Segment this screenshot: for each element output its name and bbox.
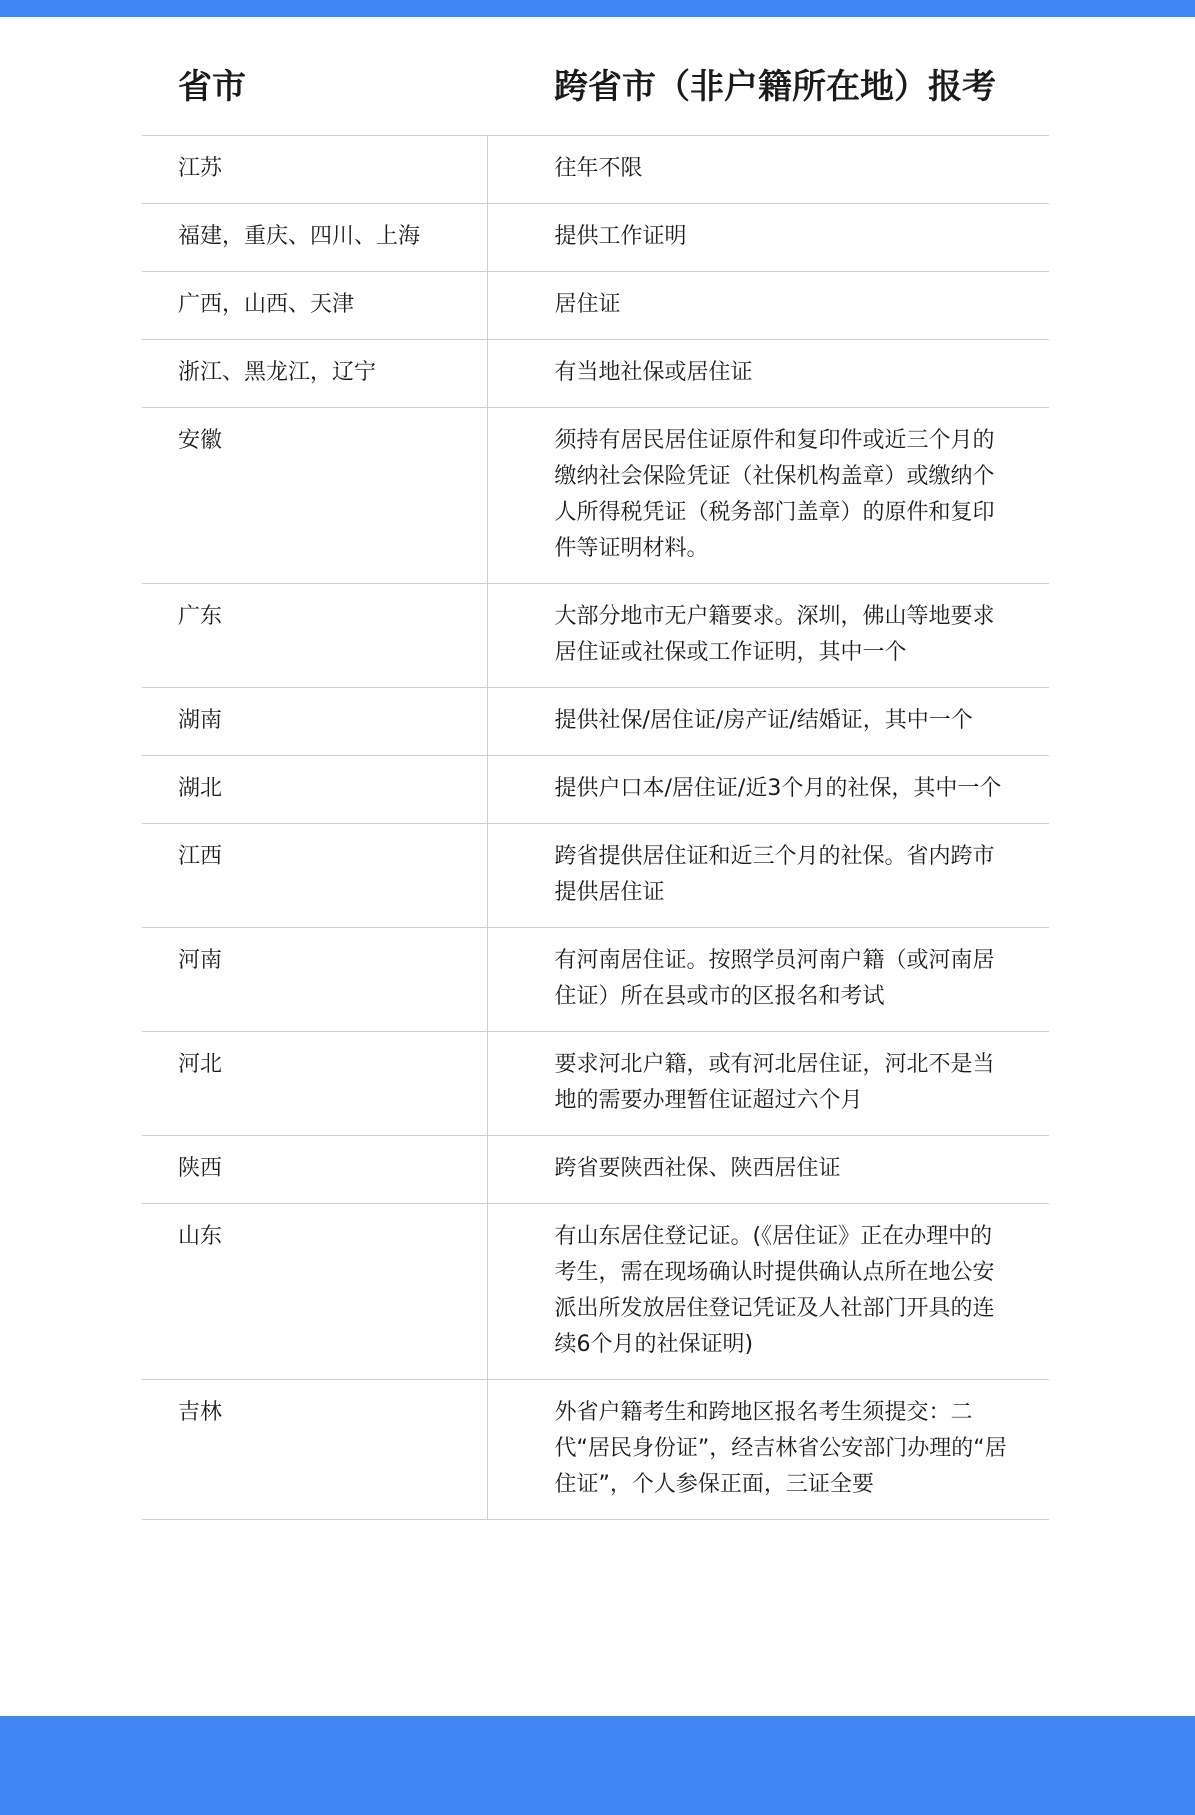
header-requirement: 跨省市（非户籍所在地）报考 [487,60,1049,135]
header-province: 省市 [142,60,487,135]
requirement-cell: 外省户籍考生和跨地区报名考生须提交：二代“居民身份证”，经吉林省公安部门办理的“居住证”，个人参保正面，三证全要 [487,1379,1049,1519]
province-cell: 湖北 [142,755,487,823]
province-cell: 陕西 [142,1135,487,1203]
requirement-cell: 居住证 [487,271,1049,339]
requirement-cell: 跨省提供居住证和近三个月的社保。省内跨市提供居住证 [487,823,1049,927]
table-row [142,407,1049,583]
province-cell: 江西 [142,823,487,927]
province-cell: 广西，山西、天津 [142,271,487,339]
table-row [142,135,1049,203]
table-row [142,687,1049,755]
requirement-cell: 提供工作证明 [487,203,1049,271]
top-accent-bar [0,0,1195,17]
province-cell: 吉林 [142,1379,487,1519]
requirement-cell: 跨省要陕西社保、陕西居住证 [487,1135,1049,1203]
requirement-cell: 有山东居住登记证。(《居住证》正在办理中的考生，需在现场确认时提供确认点所在地公安派出所发放居住登记凭证及人社部门开具的连续6个月的社保证明) [487,1203,1049,1379]
table-row [142,927,1049,1031]
bottom-accent-bar [0,1716,1195,1815]
table-row [142,1203,1049,1379]
province-cell: 河北 [142,1031,487,1135]
requirements-table-container [142,60,1049,1520]
table-row [142,1135,1049,1203]
table-row [142,271,1049,339]
requirement-cell: 提供社保/居住证/房产证/结婚证，其中一个 [487,687,1049,755]
table-row [142,583,1049,687]
requirements-table [142,60,1049,1520]
requirement-cell: 提供户口本/居住证/近3个月的社保，其中一个 [487,755,1049,823]
table-header-row [142,60,1049,135]
table-body [142,135,1049,1519]
table-row [142,1379,1049,1519]
table-row [142,339,1049,407]
requirement-cell: 有河南居住证。按照学员河南户籍（或河南居住证）所在县或市的区报名和考试 [487,927,1049,1031]
table-row [142,203,1049,271]
province-cell: 河南 [142,927,487,1031]
requirement-cell: 须持有居民居住证原件和复印件或近三个月的缴纳社会保险凭证（社保机构盖章）或缴纳个人所得税凭证（税务部门盖章）的原件和复印件等证明材料。 [487,407,1049,583]
requirement-cell: 往年不限 [487,135,1049,203]
province-cell: 浙江、黑龙江，辽宁 [142,339,487,407]
province-cell: 江苏 [142,135,487,203]
table-row [142,755,1049,823]
requirement-cell: 大部分地市无户籍要求。深圳，佛山等地要求居住证或社保或工作证明，其中一个 [487,583,1049,687]
table-row [142,823,1049,927]
province-cell: 湖南 [142,687,487,755]
province-cell: 安徽 [142,407,487,583]
province-cell: 福建，重庆、四川、上海 [142,203,487,271]
province-cell: 山东 [142,1203,487,1379]
table-row [142,1031,1049,1135]
requirement-cell: 要求河北户籍，或有河北居住证，河北不是当地的需要办理暂住证超过六个月 [487,1031,1049,1135]
province-cell: 广东 [142,583,487,687]
requirement-cell: 有当地社保或居住证 [487,339,1049,407]
